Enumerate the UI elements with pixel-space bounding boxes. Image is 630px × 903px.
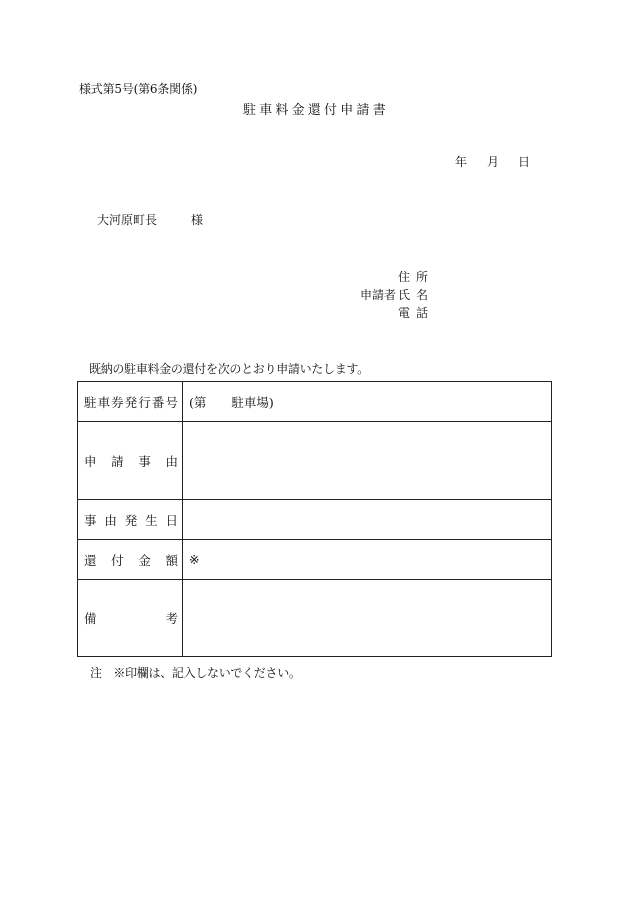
- label-cell: [78, 580, 183, 657]
- table-row-refund-amount: [78, 540, 552, 580]
- row-label: [78, 551, 182, 569]
- label-char: 備: [84, 611, 97, 626]
- label-char: 請: [111, 453, 124, 469]
- refund-form-table: [77, 381, 552, 657]
- label-char: 還: [84, 552, 97, 568]
- addressee-honorific: 様: [191, 213, 204, 227]
- label-char: 生: [145, 512, 158, 528]
- row-label: [78, 511, 182, 529]
- table-row-remarks: [78, 580, 552, 657]
- label-char: 由: [165, 453, 178, 469]
- ticket-number-field[interactable]: [183, 382, 552, 422]
- date-month-label: 月: [487, 155, 500, 169]
- table-row-ticket-number: [78, 382, 552, 422]
- label-char: 額: [165, 552, 178, 568]
- label-char: 日: [165, 512, 178, 528]
- label-char: 申: [84, 453, 97, 469]
- addressee-name: 大河原町長: [97, 213, 158, 227]
- refund-amount-value: ※: [189, 552, 200, 567]
- table-row-occurrence-date: [78, 500, 552, 540]
- reason-field[interactable]: [183, 422, 552, 500]
- label-cell: [78, 382, 183, 422]
- remarks-field[interactable]: [183, 580, 552, 657]
- label-cell: [78, 540, 183, 580]
- document-title: 駐車料金還付申請書: [243, 103, 389, 118]
- form-number: 様式第5号(第6条関係): [79, 82, 198, 96]
- label-char: 付: [111, 552, 124, 568]
- label-cell: [78, 422, 183, 500]
- row-label: [78, 452, 182, 470]
- label-char: 由: [104, 512, 117, 528]
- table-row-reason: [78, 422, 552, 500]
- label-char: 金: [138, 552, 151, 568]
- ticket-number-value: (第 駐車場): [189, 394, 274, 410]
- date-year-label: 年: [455, 155, 468, 169]
- label-char: 号: [165, 394, 178, 410]
- label-char: 番: [151, 394, 165, 410]
- occurrence-date-field[interactable]: [183, 500, 552, 540]
- label-char: 事: [138, 453, 151, 469]
- intro-text: 既納の駐車料金の還付を次のとおり申請いたします。: [89, 362, 369, 376]
- label-cell: [78, 500, 183, 540]
- label-char: 考: [165, 611, 178, 626]
- label-char: 車: [97, 394, 111, 410]
- label-char: 発: [124, 394, 138, 410]
- note-text: 注 ※印欄は、記入しないでください。: [90, 666, 301, 680]
- label-char: 発: [124, 512, 138, 528]
- applicant-phone-label: 電話: [398, 306, 435, 320]
- applicant-address-label: 住所: [398, 270, 435, 284]
- refund-amount-field: [183, 540, 552, 580]
- date-day-label: 日: [518, 155, 531, 169]
- label-char: 行: [138, 394, 151, 410]
- applicant-name-label: 氏名: [398, 288, 435, 302]
- applicant-group-label: 申請者: [360, 288, 397, 302]
- label-char: 事: [84, 512, 97, 528]
- row-label: [78, 393, 182, 411]
- label-char: 駐: [84, 394, 97, 410]
- row-label: [78, 609, 182, 627]
- label-char: 券: [111, 394, 124, 410]
